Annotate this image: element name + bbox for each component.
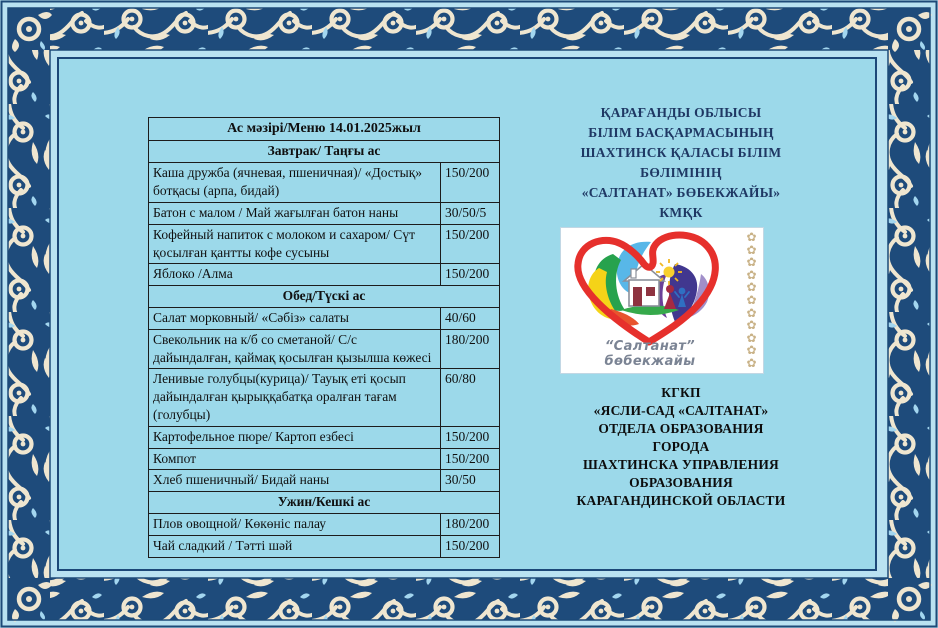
portion-value: 150/200 bbox=[441, 163, 500, 203]
logo-ornament-strip bbox=[741, 231, 762, 369]
dish-name: Свекольник на к/б со сметаной/ С/с дайындалған, қаймақ қосылған қызылша көжесі bbox=[149, 329, 441, 369]
menu-dish-row bbox=[149, 264, 500, 286]
kazakh-ornament-icon: ✿ bbox=[746, 355, 757, 370]
menu-dish-row bbox=[149, 448, 500, 470]
portion-value: 60/80 bbox=[441, 369, 500, 426]
org-name-line: ШАХТИНСК ҚАЛАСЫ БІЛІМ bbox=[580, 145, 782, 160]
org-name-russian bbox=[515, 384, 847, 510]
menu-dish-row bbox=[149, 224, 500, 264]
org-name-line: «ЯСЛИ-САД «САЛТАНАТ» bbox=[593, 403, 769, 418]
dish-name: Компот bbox=[149, 448, 441, 470]
menu-section-row bbox=[149, 286, 500, 308]
menu-section-row bbox=[149, 492, 500, 514]
org-name-line: КМҚК bbox=[659, 205, 703, 220]
menu-title-row bbox=[149, 118, 500, 141]
kazakh-ornament-icon: ✿ bbox=[746, 242, 757, 257]
menu-section-label: Завтрак/ Таңғы ас bbox=[149, 141, 500, 163]
portion-value: 150/200 bbox=[441, 426, 500, 448]
dish-name: Кофейный напиток с молоком и сахаром/ Сүт қосылған қантты кофе сусыны bbox=[149, 224, 441, 264]
portion-value: 150/200 bbox=[441, 535, 500, 557]
menu-dish-row bbox=[149, 426, 500, 448]
content-panel bbox=[57, 57, 877, 571]
org-name-line: ҚАРАҒАНДЫ ОБЛЫСЫ bbox=[600, 105, 762, 120]
menu-title: Ас мәзірі/Меню 14.01.2025жыл bbox=[149, 118, 500, 141]
dish-name: Каша дружба (ячневая, пшеничная)/ «Достық» ботқасы (арпа, бидай) bbox=[149, 163, 441, 203]
dish-name: Хлеб пшеничный/ Бидай наны bbox=[149, 470, 441, 492]
menu-dish-row bbox=[149, 202, 500, 224]
portion-value: 30/50/5 bbox=[441, 202, 500, 224]
kazakh-ornament-icon: ✿ bbox=[746, 292, 757, 307]
portion-value: 180/200 bbox=[441, 329, 500, 369]
menu-dish-row bbox=[149, 369, 500, 426]
org-name-line: ГОРОДА bbox=[652, 439, 710, 454]
dish-name: Плов овощной/ Көкөніс палау bbox=[149, 514, 441, 536]
heart-logo-graphic bbox=[563, 230, 737, 348]
menu-section-label: Обед/Түскі ас bbox=[149, 286, 500, 308]
dish-name: Яблоко /Алма bbox=[149, 264, 441, 286]
portion-value: 150/200 bbox=[441, 224, 500, 264]
org-name-line: БІЛІМ БАСҚАРМАСЫНЫҢ bbox=[588, 125, 774, 140]
kazakh-ornament-icon: ✿ bbox=[746, 255, 757, 270]
menu-dish-row bbox=[149, 163, 500, 203]
menu-dish-row bbox=[149, 307, 500, 329]
dish-name: Чай сладкий / Тәтті шәй bbox=[149, 535, 441, 557]
kazakh-ornament-icon: ✿ bbox=[746, 343, 757, 358]
org-name-line: КГКП bbox=[661, 385, 701, 400]
portion-value: 40/60 bbox=[441, 307, 500, 329]
menu-dish-row bbox=[149, 329, 500, 369]
dish-name: Салат морковный/ «Сәбіз» салаты bbox=[149, 307, 441, 329]
dish-name: Ленивые голубцы(курица)/ Тауық еті қосып дайындалған қырыққабатқа оралған тағам (голубцы) bbox=[149, 369, 441, 426]
org-name-kazakh bbox=[515, 103, 847, 223]
portion-value: 150/200 bbox=[441, 264, 500, 286]
logo-caption: “Салтанат” бөбекжайы bbox=[604, 339, 696, 369]
menu-dish-row bbox=[149, 470, 500, 492]
kindergarten-logo bbox=[560, 227, 764, 374]
dish-name: Батон с малом / Май жағылған батон наны bbox=[149, 202, 441, 224]
dish-name: Картофельное пюре/ Картоп езбесі bbox=[149, 426, 441, 448]
org-name-line: «САЛТАНАТ» БӨБЕКЖАЙЫ» bbox=[581, 185, 781, 200]
org-name-line: ШАХТИНСКА УПРАВЛЕНИЯ bbox=[583, 457, 779, 472]
kazakh-ornament-icon: ✿ bbox=[746, 305, 757, 320]
kazakh-ornament-icon: ✿ bbox=[746, 267, 757, 282]
org-name-line: ОТДЕЛА ОБРАЗОВАНИЯ bbox=[598, 421, 764, 436]
portion-value: 30/50 bbox=[441, 470, 500, 492]
portion-value: 180/200 bbox=[441, 514, 500, 536]
menu-section-row bbox=[149, 141, 500, 163]
kazakh-ornament-icon: ✿ bbox=[746, 318, 757, 333]
org-name-line: БӨЛІМІНІҢ bbox=[640, 165, 722, 180]
menu-dish-row bbox=[149, 535, 500, 557]
menu-section-label: Ужин/Кешкі ас bbox=[149, 492, 500, 514]
kazakh-ornament-icon: ✿ bbox=[746, 330, 757, 345]
org-name-line: КАРАГАНДИНСКОЙ ОБЛАСТИ bbox=[576, 493, 786, 508]
org-name-line: ОБРАЗОВАНИЯ bbox=[629, 475, 733, 490]
menu-table bbox=[148, 117, 500, 558]
kazakh-ornament-icon: ✿ bbox=[746, 230, 757, 244]
kazakh-ornament-icon: ✿ bbox=[746, 280, 757, 295]
menu-dish-row bbox=[149, 514, 500, 536]
portion-value: 150/200 bbox=[441, 448, 500, 470]
